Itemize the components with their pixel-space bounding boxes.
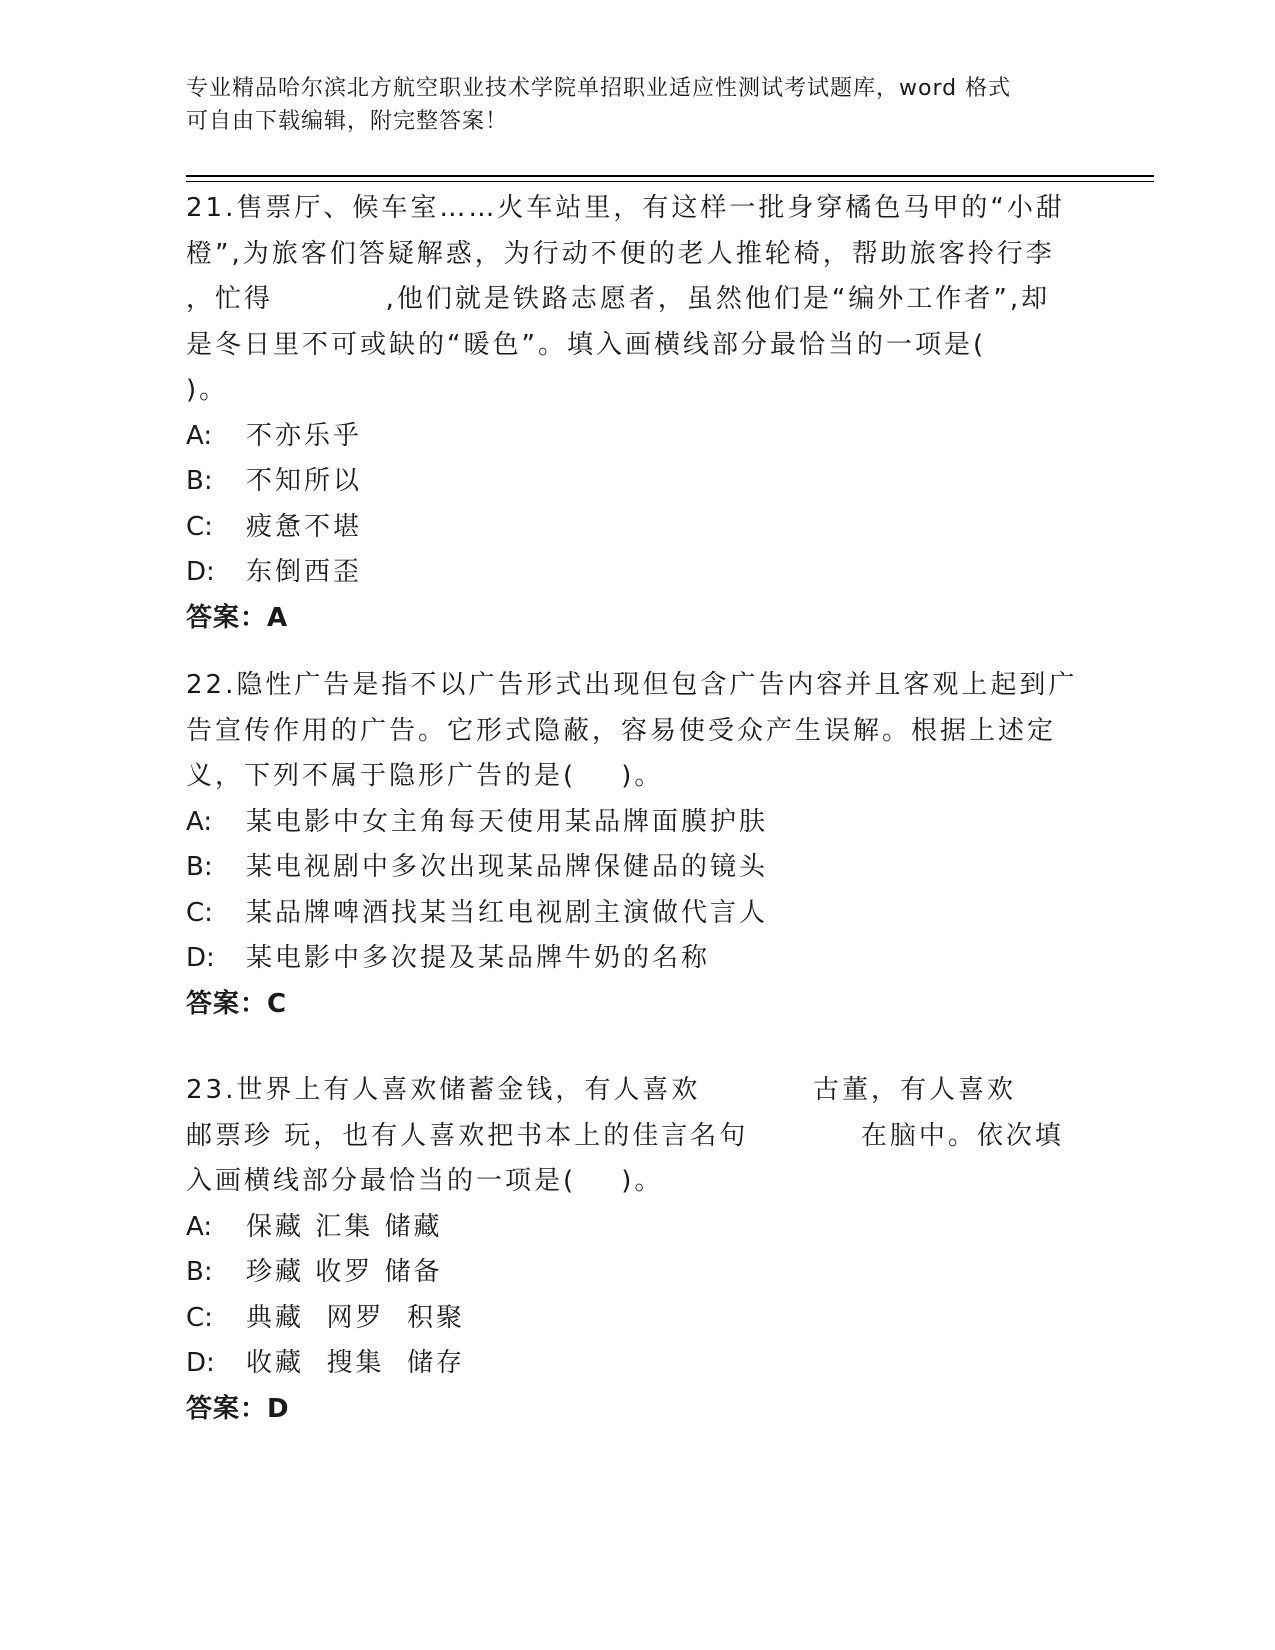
option-key: A: (186, 1211, 213, 1242)
question-line: 21.售票厅、候车室……火车站里，有这样一批身穿橘色马甲的“小甜 (186, 193, 1065, 223)
question-line: 23.世界上有人喜欢储蓄金钱，有人喜欢 古董，有人喜欢 (186, 1075, 1016, 1105)
option-c (186, 891, 1076, 937)
question-line: 22.隐性广告是指不以广告形式出现但包含广告内容并且客观上起到广 (186, 670, 1078, 700)
question-line: 是冬日里不可或缺的“暖色”。填入画横线部分最恰当的一项是( (186, 329, 987, 360)
page-header (186, 72, 1066, 138)
answer: 答案：C (186, 988, 288, 1019)
option-b (186, 845, 1076, 891)
option-text: 某品牌啤酒找某当红电视剧主演做代言人 (246, 897, 769, 928)
option-d (186, 936, 1076, 982)
option-text: 某电视剧中多次出现某品牌保健品的镜头 (246, 852, 769, 882)
option-key: B: (186, 466, 213, 496)
header-rule-thick (186, 175, 1154, 177)
option-key: C: (186, 511, 213, 542)
option-text: 不亦乐乎 (246, 420, 363, 451)
option-text: 不知所以 (246, 466, 363, 496)
question-21 (186, 186, 1076, 641)
option-text: 某电影中多次提及某品牌牛奶的名称 (246, 943, 711, 973)
question-line: 告宣传作用的广告。它形式隐蔽，容易使受众产生误解。根据上述定 (186, 715, 1057, 746)
option-a (186, 1205, 1076, 1251)
option-key: D: (186, 1348, 215, 1378)
option-b (186, 1250, 1076, 1296)
option-a (186, 800, 1076, 846)
option-text: 某电影中女主角每天使用某品牌面膜护肤 (246, 806, 769, 837)
option-text: 东倒西歪 (246, 557, 363, 587)
question-line: 邮票珍 玩，也有人喜欢把书本上的佳言名句 在脑中。依次填 (186, 1120, 1064, 1151)
option-a (186, 414, 1076, 460)
question-line: ，忙得 ,他们就是铁路志愿者，虽然他们是“编外工作者”,却 (186, 284, 1051, 314)
question-23 (186, 1068, 1076, 1432)
header-rule-thin (186, 181, 1154, 182)
question-line: 义，下列不属于隐形广告的是( )。 (186, 761, 664, 791)
option-key: A: (186, 420, 213, 451)
answer: 答案：A (186, 602, 289, 633)
option-key: B: (186, 1257, 213, 1287)
option-key: C: (186, 1302, 213, 1333)
option-c (186, 1296, 1076, 1342)
question-line: 入画横线部分最恰当的一项是( )。 (186, 1166, 664, 1196)
option-key: D: (186, 557, 215, 587)
header-line-2: 可自由下载编辑，附完整答案！ (186, 109, 509, 134)
option-text: 保藏 汇集 储藏 (246, 1211, 443, 1242)
option-d (186, 550, 1076, 596)
question-line: 橙”,为旅客们答疑解惑，为行动不便的老人推轮椅，帮助旅客拎行李 (186, 238, 1055, 269)
option-key: C: (186, 897, 213, 928)
header-line-1: 专业精品哈尔滨北方航空职业技术学院单招职业适应性测试考试题库，word 格式 (186, 76, 1012, 101)
option-key: B: (186, 852, 213, 882)
option-text: 珍藏 收罗 储备 (246, 1257, 443, 1287)
option-key: A: (186, 806, 213, 837)
question-22 (186, 663, 1076, 1027)
option-d (186, 1341, 1076, 1387)
option-b (186, 459, 1076, 505)
answer: 答案：D (186, 1393, 290, 1424)
question-line: )。 (186, 375, 229, 405)
option-text: 收藏 搜集 储存 (246, 1348, 466, 1378)
option-text: 典藏 网罗 积聚 (246, 1302, 466, 1333)
option-c (186, 505, 1076, 551)
option-text: 疲惫不堪 (246, 511, 363, 542)
option-key: D: (186, 943, 215, 973)
